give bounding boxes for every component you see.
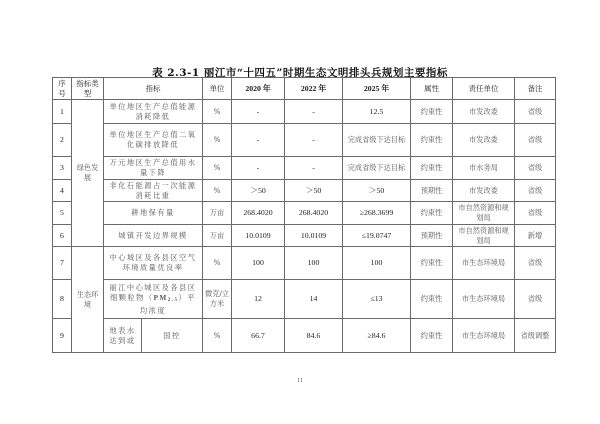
cell-seq: 8 [53, 280, 72, 319]
cell-2025: 12.5 [343, 100, 411, 124]
cell-indicator: 中心城区及各县区空气环境质量优良率 [104, 247, 203, 280]
table-row [53, 124, 556, 157]
cell-attribute: 预期性 [411, 225, 453, 247]
cell-2020: 100 [232, 247, 285, 280]
cell-indicator-sub-item: 国控 [142, 319, 203, 353]
header-row [53, 78, 556, 100]
cell-2020: 12 [232, 280, 285, 319]
header-2020: 2020 年 [232, 78, 285, 100]
cell-2020: ＞50 [232, 180, 285, 202]
header-attribute: 属性 [411, 78, 453, 100]
cell-2025: 完成省级下达目标 [343, 157, 411, 180]
table-row [53, 247, 556, 280]
cell-2025: 完成省级下达目标 [343, 124, 411, 157]
cell-2022: 10.0109 [285, 225, 343, 247]
header-unit: 单位 [203, 78, 232, 100]
cell-responsible: 市生态环境局 [453, 280, 515, 319]
cell-responsible: 市生态环境局 [453, 319, 515, 353]
cell-attribute: 约束性 [411, 319, 453, 353]
table-row [53, 180, 556, 202]
cell-responsible: 市发改委 [453, 180, 515, 202]
cell-remark: 省级 [515, 180, 556, 202]
table-row [53, 319, 556, 353]
cell-remark: 省级 [515, 202, 556, 225]
cell-attribute: 约束性 [411, 202, 453, 225]
table-row [53, 202, 556, 225]
cell-seq: 5 [53, 202, 72, 225]
cell-type-green-development: 绿色发展 [72, 100, 104, 247]
cell-seq: 4 [53, 180, 72, 202]
cell-remark: 省级调整 [515, 319, 556, 353]
cell-2025: ＞50 [343, 180, 411, 202]
table-title: 表 2.3-1 丽江市“十四五”时期生态文明排头兵规划主要指标 [152, 67, 448, 79]
cell-2020: 66.7 [232, 319, 285, 353]
cell-remark: 省级 [515, 247, 556, 280]
cell-2025: ≤13 [343, 280, 411, 319]
cell-indicator: 城镇开发边界规模 [104, 225, 203, 247]
cell-unit: % [203, 157, 232, 180]
cell-remark: 省级 [515, 100, 556, 124]
cell-responsible: 市自然资源和规划局 [453, 225, 515, 247]
cell-responsible: 市生态环境局 [453, 247, 515, 280]
cell-remark: 新增 [515, 225, 556, 247]
header-2022: 2022 年 [285, 78, 343, 100]
cell-responsible: 市发改委 [453, 124, 515, 157]
cell-2025: 100 [343, 247, 411, 280]
cell-remark: 省级 [515, 124, 556, 157]
cell-2022: ＞50 [285, 180, 343, 202]
cell-2020: - [232, 100, 285, 124]
cell-2025: ≤19.0747 [343, 225, 411, 247]
cell-remark: 省级 [515, 157, 556, 180]
cell-seq: 2 [53, 124, 72, 157]
cell-attribute: 约束性 [411, 247, 453, 280]
indicator-text-pre: 丽江中心城区及各县区细颗粒物（ [109, 282, 197, 302]
cell-2020: 10.0109 [232, 225, 285, 247]
cell-unit: % [203, 319, 232, 353]
header-type: 指标类型 [72, 78, 104, 100]
cell-2020: - [232, 124, 285, 157]
cell-seq: 9 [53, 319, 72, 353]
cell-attribute: 约束性 [411, 280, 453, 319]
cell-responsible: 市自然资源和规划局 [453, 202, 515, 225]
cell-attribute: 约束性 [411, 100, 453, 124]
cell-2022: 84.6 [285, 319, 343, 353]
table-row [53, 225, 556, 247]
cell-unit: % [203, 124, 232, 157]
page-number: 11 [296, 377, 304, 384]
cell-unit: % [203, 180, 232, 202]
header-2025: 2025 年 [343, 78, 411, 100]
cell-2022: - [285, 100, 343, 124]
cell-2022: 100 [285, 247, 343, 280]
indicator-text-post: ）平均浓度 [139, 292, 196, 315]
cell-attribute: 约束性 [411, 157, 453, 180]
cell-attribute: 约束性 [411, 124, 453, 157]
cell-remark: 省级 [515, 280, 556, 319]
indicator-text-sub: 2.5 [167, 297, 179, 303]
cell-unit: 万亩 [203, 202, 232, 225]
indicators-table [52, 77, 556, 353]
cell-2020: - [232, 157, 285, 180]
cell-unit: % [203, 100, 232, 124]
header-indicator: 指标 [104, 78, 203, 100]
cell-2025: ≥268.3699 [343, 202, 411, 225]
cell-unit: 万亩 [203, 225, 232, 247]
cell-2022: - [285, 124, 343, 157]
cell-unit: 微克/立方米 [203, 280, 232, 319]
cell-seq: 1 [53, 100, 72, 124]
cell-seq: 7 [53, 247, 72, 280]
cell-responsible: 市水务局 [453, 157, 515, 180]
table-row [53, 100, 556, 124]
cell-indicator: 万元地区生产总值用水量下降 [104, 157, 203, 180]
header-seq: 序号 [53, 78, 72, 100]
table-row [53, 157, 556, 180]
header-remark: 备注 [515, 78, 556, 100]
cell-indicator: 单位地区生产总值二氧化碳排放降低 [104, 124, 203, 157]
indicator-text-pm: PM [153, 293, 168, 302]
cell-indicator: 单位地区生产总值能源消耗降低 [104, 100, 203, 124]
cell-2022: - [285, 157, 343, 180]
cell-indicator [104, 280, 203, 319]
cell-seq: 3 [53, 157, 72, 180]
table-row [53, 280, 556, 319]
cell-attribute: 预期性 [411, 180, 453, 202]
cell-indicator: 非化石能源占一次能源消耗比重 [104, 180, 203, 202]
cell-responsible: 市发改委 [453, 100, 515, 124]
cell-indicator: 耕地保有量 [104, 202, 203, 225]
cell-type-ecological-environment: 生态环境 [72, 247, 104, 353]
cell-2022: 14 [285, 280, 343, 319]
cell-indicator: 地表水达到或 [104, 319, 142, 353]
cell-2020: 268.4020 [232, 202, 285, 225]
cell-2022: 268.4020 [285, 202, 343, 225]
header-responsible: 责任单位 [453, 78, 515, 100]
cell-seq: 6 [53, 225, 72, 247]
cell-2025: ≥84.6 [343, 319, 411, 353]
cell-unit: % [203, 247, 232, 280]
